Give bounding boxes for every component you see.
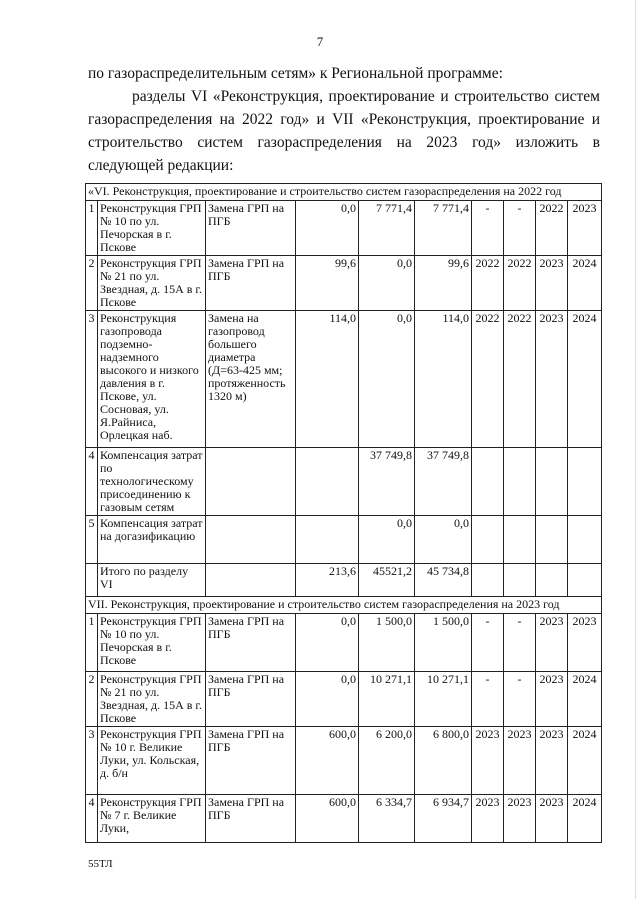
- row-number: 4: [86, 448, 98, 516]
- amount-total-cell: 99,6: [415, 256, 472, 311]
- amount-cell: 7 771,4: [359, 201, 415, 256]
- row-number: 1: [86, 201, 98, 256]
- object-name: Реконструкция ГРП № 21 по ул. Звездная, д. 15А в г. Пскове: [98, 672, 206, 727]
- work-description: Замена ГРП на ПГБ: [206, 256, 296, 311]
- amount-cell: 10 271,1: [359, 672, 415, 727]
- row-number: 2: [86, 672, 98, 727]
- program-table: [85, 183, 602, 843]
- year-cell: [568, 516, 602, 564]
- object-name: Компенсация затрат на догазификацию: [98, 516, 206, 564]
- intro-text: [88, 62, 600, 177]
- amount-cell: 37 749,8: [359, 448, 415, 516]
- year-cell: 2023: [536, 672, 568, 727]
- year-cell: 2023: [504, 795, 536, 843]
- amount-total-cell: 6 800,0: [415, 727, 472, 795]
- empty-cell: [504, 564, 536, 597]
- year-cell: 2024: [568, 727, 602, 795]
- year-cell: 2023: [504, 727, 536, 795]
- year-cell: 2022: [536, 201, 568, 256]
- row-number: 1: [86, 614, 98, 672]
- table-row: [86, 448, 602, 516]
- table-row: [86, 614, 602, 672]
- work-description: Замена ГРП на ПГБ: [206, 727, 296, 795]
- object-name: Реконструкция газопровода подземно-надземного высокого и низкого давления в г. Пскове, ул. Сосновая, ул. Я.Райниса, Орлецкая наб.: [98, 311, 206, 448]
- section-title: VII. Реконструкция, проектирование и строительство систем газораспределения на 2023 год: [86, 597, 602, 614]
- year-cell: [472, 516, 504, 564]
- work-description: Замена ГРП на ПГБ: [206, 201, 296, 256]
- year-cell: 2022: [504, 256, 536, 311]
- year-cell: 2022: [472, 256, 504, 311]
- object-name: Компенсация затрат по технологическому присоединению к газовым сетям: [98, 448, 206, 516]
- amount-cell: 114,0: [296, 311, 359, 448]
- work-description: Замена ГРП на ПГБ: [206, 672, 296, 727]
- amount-cell: 0,0: [359, 516, 415, 564]
- year-cell: -: [504, 672, 536, 727]
- empty-cell: [568, 564, 602, 597]
- year-cell: [504, 448, 536, 516]
- object-name: Реконструкция ГРП № 10 по ул. Печорская в г. Пскове: [98, 201, 206, 256]
- amount-cell: 6 334,7: [359, 795, 415, 843]
- amount-cell: [296, 516, 359, 564]
- year-cell: 2023: [536, 311, 568, 448]
- year-cell: -: [472, 201, 504, 256]
- year-cell: 2023: [568, 614, 602, 672]
- amount-total-cell: 114,0: [415, 311, 472, 448]
- year-cell: 2024: [568, 795, 602, 843]
- empty-cell: [536, 564, 568, 597]
- object-name: Реконструкция ГРП № 21 по ул. Звездная, д. 15А в г. Пскове: [98, 256, 206, 311]
- year-cell: 2023: [568, 201, 602, 256]
- table-row: [86, 795, 602, 843]
- intro-line: по газораспределительным сетям» к Региональной программе:: [88, 65, 503, 82]
- year-cell: [536, 516, 568, 564]
- year-cell: -: [472, 614, 504, 672]
- object-name: Реконструкция ГРП № 10 по ул. Печорская в г. Пскове: [98, 614, 206, 672]
- amount-cell: 0,0: [359, 256, 415, 311]
- page-number: 7: [316, 34, 324, 49]
- amount-cell: 600,0: [296, 727, 359, 795]
- amount-cell: 600,0: [296, 795, 359, 843]
- amount-cell: 1 500,0: [359, 614, 415, 672]
- year-cell: 2023: [536, 614, 568, 672]
- scan-edge: [635, 0, 636, 899]
- year-cell: -: [472, 672, 504, 727]
- row-number: 2: [86, 256, 98, 311]
- amount-cell: 0,0: [296, 672, 359, 727]
- intro-paragraph: разделы VI «Реконструкция, проектирование и строительство систем газораспределения на 2022 год» и VII «Реконструкция, проектирование и строительство систем газораспределения на 2023 год» изложить в следующей редакции:: [88, 88, 600, 174]
- amount-cell: 0,0: [296, 201, 359, 256]
- total-amount: 45521,2: [359, 564, 415, 597]
- year-cell: -: [504, 201, 536, 256]
- work-description: Замена ГРП на ПГБ: [206, 614, 296, 672]
- amount-total-cell: 1 500,0: [415, 614, 472, 672]
- empty-cell: [472, 564, 504, 597]
- amount-cell: 6 200,0: [359, 727, 415, 795]
- row-number: 4: [86, 795, 98, 843]
- amount-cell: 99,6: [296, 256, 359, 311]
- year-cell: [504, 516, 536, 564]
- amount-total-cell: 37 749,8: [415, 448, 472, 516]
- amount-cell: 0,0: [296, 614, 359, 672]
- table-row: [86, 256, 602, 311]
- year-cell: 2023: [536, 727, 568, 795]
- row-number: 3: [86, 727, 98, 795]
- year-cell: 2024: [568, 256, 602, 311]
- year-cell: 2022: [472, 311, 504, 448]
- table-row: [86, 516, 602, 564]
- table-row: [86, 672, 602, 727]
- empty-cell: [206, 564, 296, 597]
- object-name: Реконструкция ГРП № 7 г. Великие Луки,: [98, 795, 206, 843]
- work-description: Замена ГРП на ПГБ: [206, 795, 296, 843]
- amount-total-cell: 6 934,7: [415, 795, 472, 843]
- section-title-row: [86, 597, 602, 614]
- work-description: [206, 448, 296, 516]
- year-cell: 2023: [536, 795, 568, 843]
- empty-cell: [86, 564, 98, 597]
- work-description: [206, 516, 296, 564]
- table-row: [86, 727, 602, 795]
- amount-cell: [296, 448, 359, 516]
- amount-cell: 0,0: [359, 311, 415, 448]
- amount-total-cell: 7 771,4: [415, 201, 472, 256]
- work-description: Замена на газопровод большего диаметра (Д=63-425 мм; протяженность 1320 м): [206, 311, 296, 448]
- year-cell: 2024: [568, 672, 602, 727]
- year-cell: 2022: [504, 311, 536, 448]
- table-row: [86, 311, 602, 448]
- section-title-row: [86, 184, 602, 201]
- document-code: 55ТЛ: [88, 858, 113, 870]
- year-cell: 2023: [472, 795, 504, 843]
- year-cell: -: [504, 614, 536, 672]
- year-cell: [536, 448, 568, 516]
- year-cell: 2023: [472, 727, 504, 795]
- section-title: «VI. Реконструкция, проектирование и строительство систем газораспределения на 2022 год: [86, 184, 602, 201]
- total-row: [86, 564, 602, 597]
- year-cell: [472, 448, 504, 516]
- total-amount: 45 734,8: [415, 564, 472, 597]
- year-cell: 2023: [536, 256, 568, 311]
- row-number: 5: [86, 516, 98, 564]
- total-label: Итого по разделу VI: [98, 564, 206, 597]
- year-cell: 2024: [568, 311, 602, 448]
- year-cell: [568, 448, 602, 516]
- amount-total-cell: 0,0: [415, 516, 472, 564]
- object-name: Реконструкция ГРП № 10 г. Великие Луки, ул. Кольская, д. б/н: [98, 727, 206, 795]
- row-number: 3: [86, 311, 98, 448]
- amount-total-cell: 10 271,1: [415, 672, 472, 727]
- table-row: [86, 201, 602, 256]
- total-amount: 213,6: [296, 564, 359, 597]
